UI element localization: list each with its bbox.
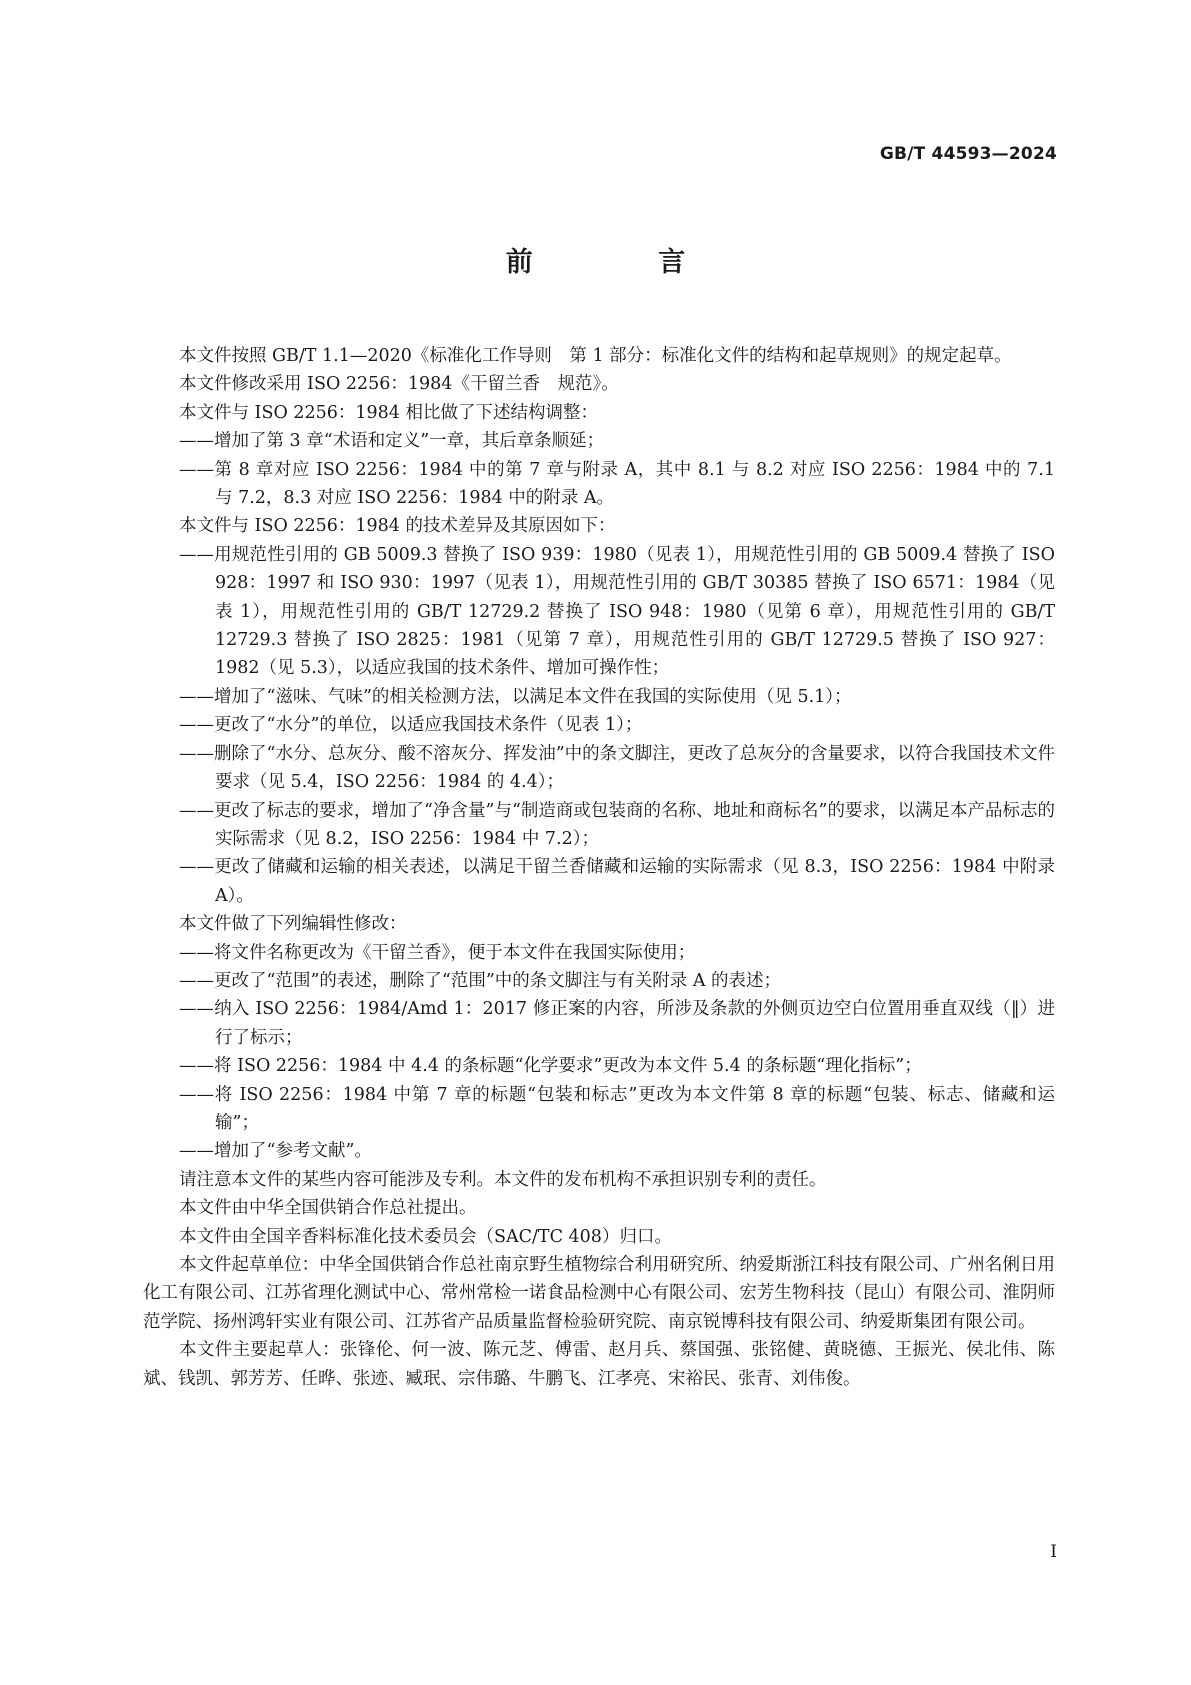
dash-list-item: ——纳入 ISO 2256：1984/Amd 1：2017 修正案的内容，所涉及条款的外侧页边空白位置用垂直双线（‖）进行了标示； <box>179 999 1055 1048</box>
paragraph: 本文件按照 GB/T 1.1—2020《标准化工作导则 第 1 部分：标准化文件的结构和起草规则》的规定起草。 <box>179 346 1012 366</box>
page-number: I <box>1050 1542 1057 1562</box>
dash-list-item: ——第 8 章对应 ISO 2256：1984 中的第 7 章与附录 A，其中 8.1 与 8.2 对应 ISO 2256：1984 中的 7.1 与 7.2，8.3 对应 ISO 2256：1984 中的附录 A。 <box>179 459 1055 509</box>
dash-list-item: ——增加了“滋味、气味”的相关检测方法，以满足本文件在我国的实际使用（见 5.1）； <box>179 686 852 707</box>
paragraph: 本文件修改采用 ISO 2256：1984《干留兰香 规范》。 <box>179 374 619 395</box>
paragraph: 本文件与 ISO 2256：1984 相比做了下述结构调整： <box>179 402 599 423</box>
dash-list-item: ——用规范性引用的 GB 5009.3 替换了 ISO 939：1980（见表 1），用规范性引用的 GB 5009.4 替换了 ISO 928：1997 和 ISO 930：1997（见表 1），用规范性引用的 GB/T 30385 替换了 ISO 6571：1984（见表 1），用规范性引用的 GB/T 12729.2 替换了 ISO 948：1980（见第 6 章），用规范性引用的 GB/T 12729.3 替换了 ISO 2825：1981（见第 7 章），用规范性引用的 GB/T 12729.5 替换了 ISO 927：1982（见 5.3），以适应我国的技术条件、增加可操作性； <box>179 544 1055 679</box>
dash-list-item: ——将 ISO 2256：1984 中 4.4 的条标题“化学要求”更改为本文件 5.4 的条标题“理化指标”； <box>179 1056 922 1077</box>
paragraph: 本文件做了下列编辑性修改： <box>179 914 407 935</box>
dash-list-item: ——更改了储藏和运输的相关表述，以满足干留兰香储藏和运输的实际需求（见 8.3，ISO 2256：1984 中附录 A）。 <box>179 857 1055 906</box>
paragraph: 本文件由中华全国供销合作总社提出。 <box>179 1198 477 1219</box>
dash-list-item: ——更改了“水分”的单位，以适应我国技术条件（见表 1）； <box>179 715 643 736</box>
dash-list-item: ——增加了第 3 章“术语和定义”一章，其后章条顺延； <box>179 431 605 452</box>
paragraph: 本文件起草单位：中华全国供销合作总社南京野生植物综合利用研究所、纳爱斯浙江科技有限公司、广州名俐日用化工有限公司、江苏省理化测试中心、常州常检一诺食品检测中心有限公司、宏芳生物科技（昆山）有限公司、淮阴师范学院、扬州鸿轩实业有限公司、江苏省产品质量监督检验研究院、南京锐博科技有限公司、纳爱斯集团有限公司。 <box>143 1255 1055 1332</box>
paragraph: 请注意本文件的某些内容可能涉及专利。本文件的发布机构不承担识别专利的责任。 <box>179 1169 827 1190</box>
dash-list-item: ——更改了“范围”的表述，删除了“范围”中的条文脚注与有关附录 A 的表述； <box>179 970 782 991</box>
dash-list-item: ——将 ISO 2256：1984 中第 7 章的标题“包装和标志”更改为本文件第 8 章的标题“包装、标志、储藏和运输”； <box>179 1084 1055 1133</box>
foreword-body <box>143 342 1055 1393</box>
paragraph: 本文件主要起草人：张锋伦、何一波、陈元芝、傅雷、赵月兵、蔡国强、张铭健、黄晓德、王振光、侯北伟、陈斌、钱凯、郭芳芳、任晔、张迹、臧珉、宗伟璐、牛鹏飞、江孝亮、宋裕民、张青、刘伟俊。 <box>143 1340 1055 1389</box>
dash-list-item: ——删除了“水分、总灰分、酸不溶灰分、挥发油”中的条文脚注，更改了总灰分的含量要求，以符合我国技术文件要求（见 5.4，ISO 2256：1984 的 4.4）； <box>179 743 1055 793</box>
standard-number: GB/T 44593—2024 <box>879 144 1057 164</box>
dash-list-item: ——将文件名称更改为《干留兰香》，便于本文件在我国实际使用； <box>179 942 696 963</box>
paragraph: 本文件由全国辛香料标准化技术委员会（SAC/TC 408）归口。 <box>179 1226 672 1247</box>
dash-list-item: ——增加了“参考文献”。 <box>179 1141 372 1162</box>
paragraph: 本文件与 ISO 2256：1984 的技术差异及其原因如下： <box>179 516 616 537</box>
dash-list-item: ——更改了标志的要求，增加了“净含量”与“制造商或包装商的名称、地址和商标名”的要求，以满足本产品标志的实际需求（见 8.2，ISO 2256：1984 中 7.2）； <box>179 800 1055 849</box>
page-title: 前 言 <box>505 247 744 278</box>
